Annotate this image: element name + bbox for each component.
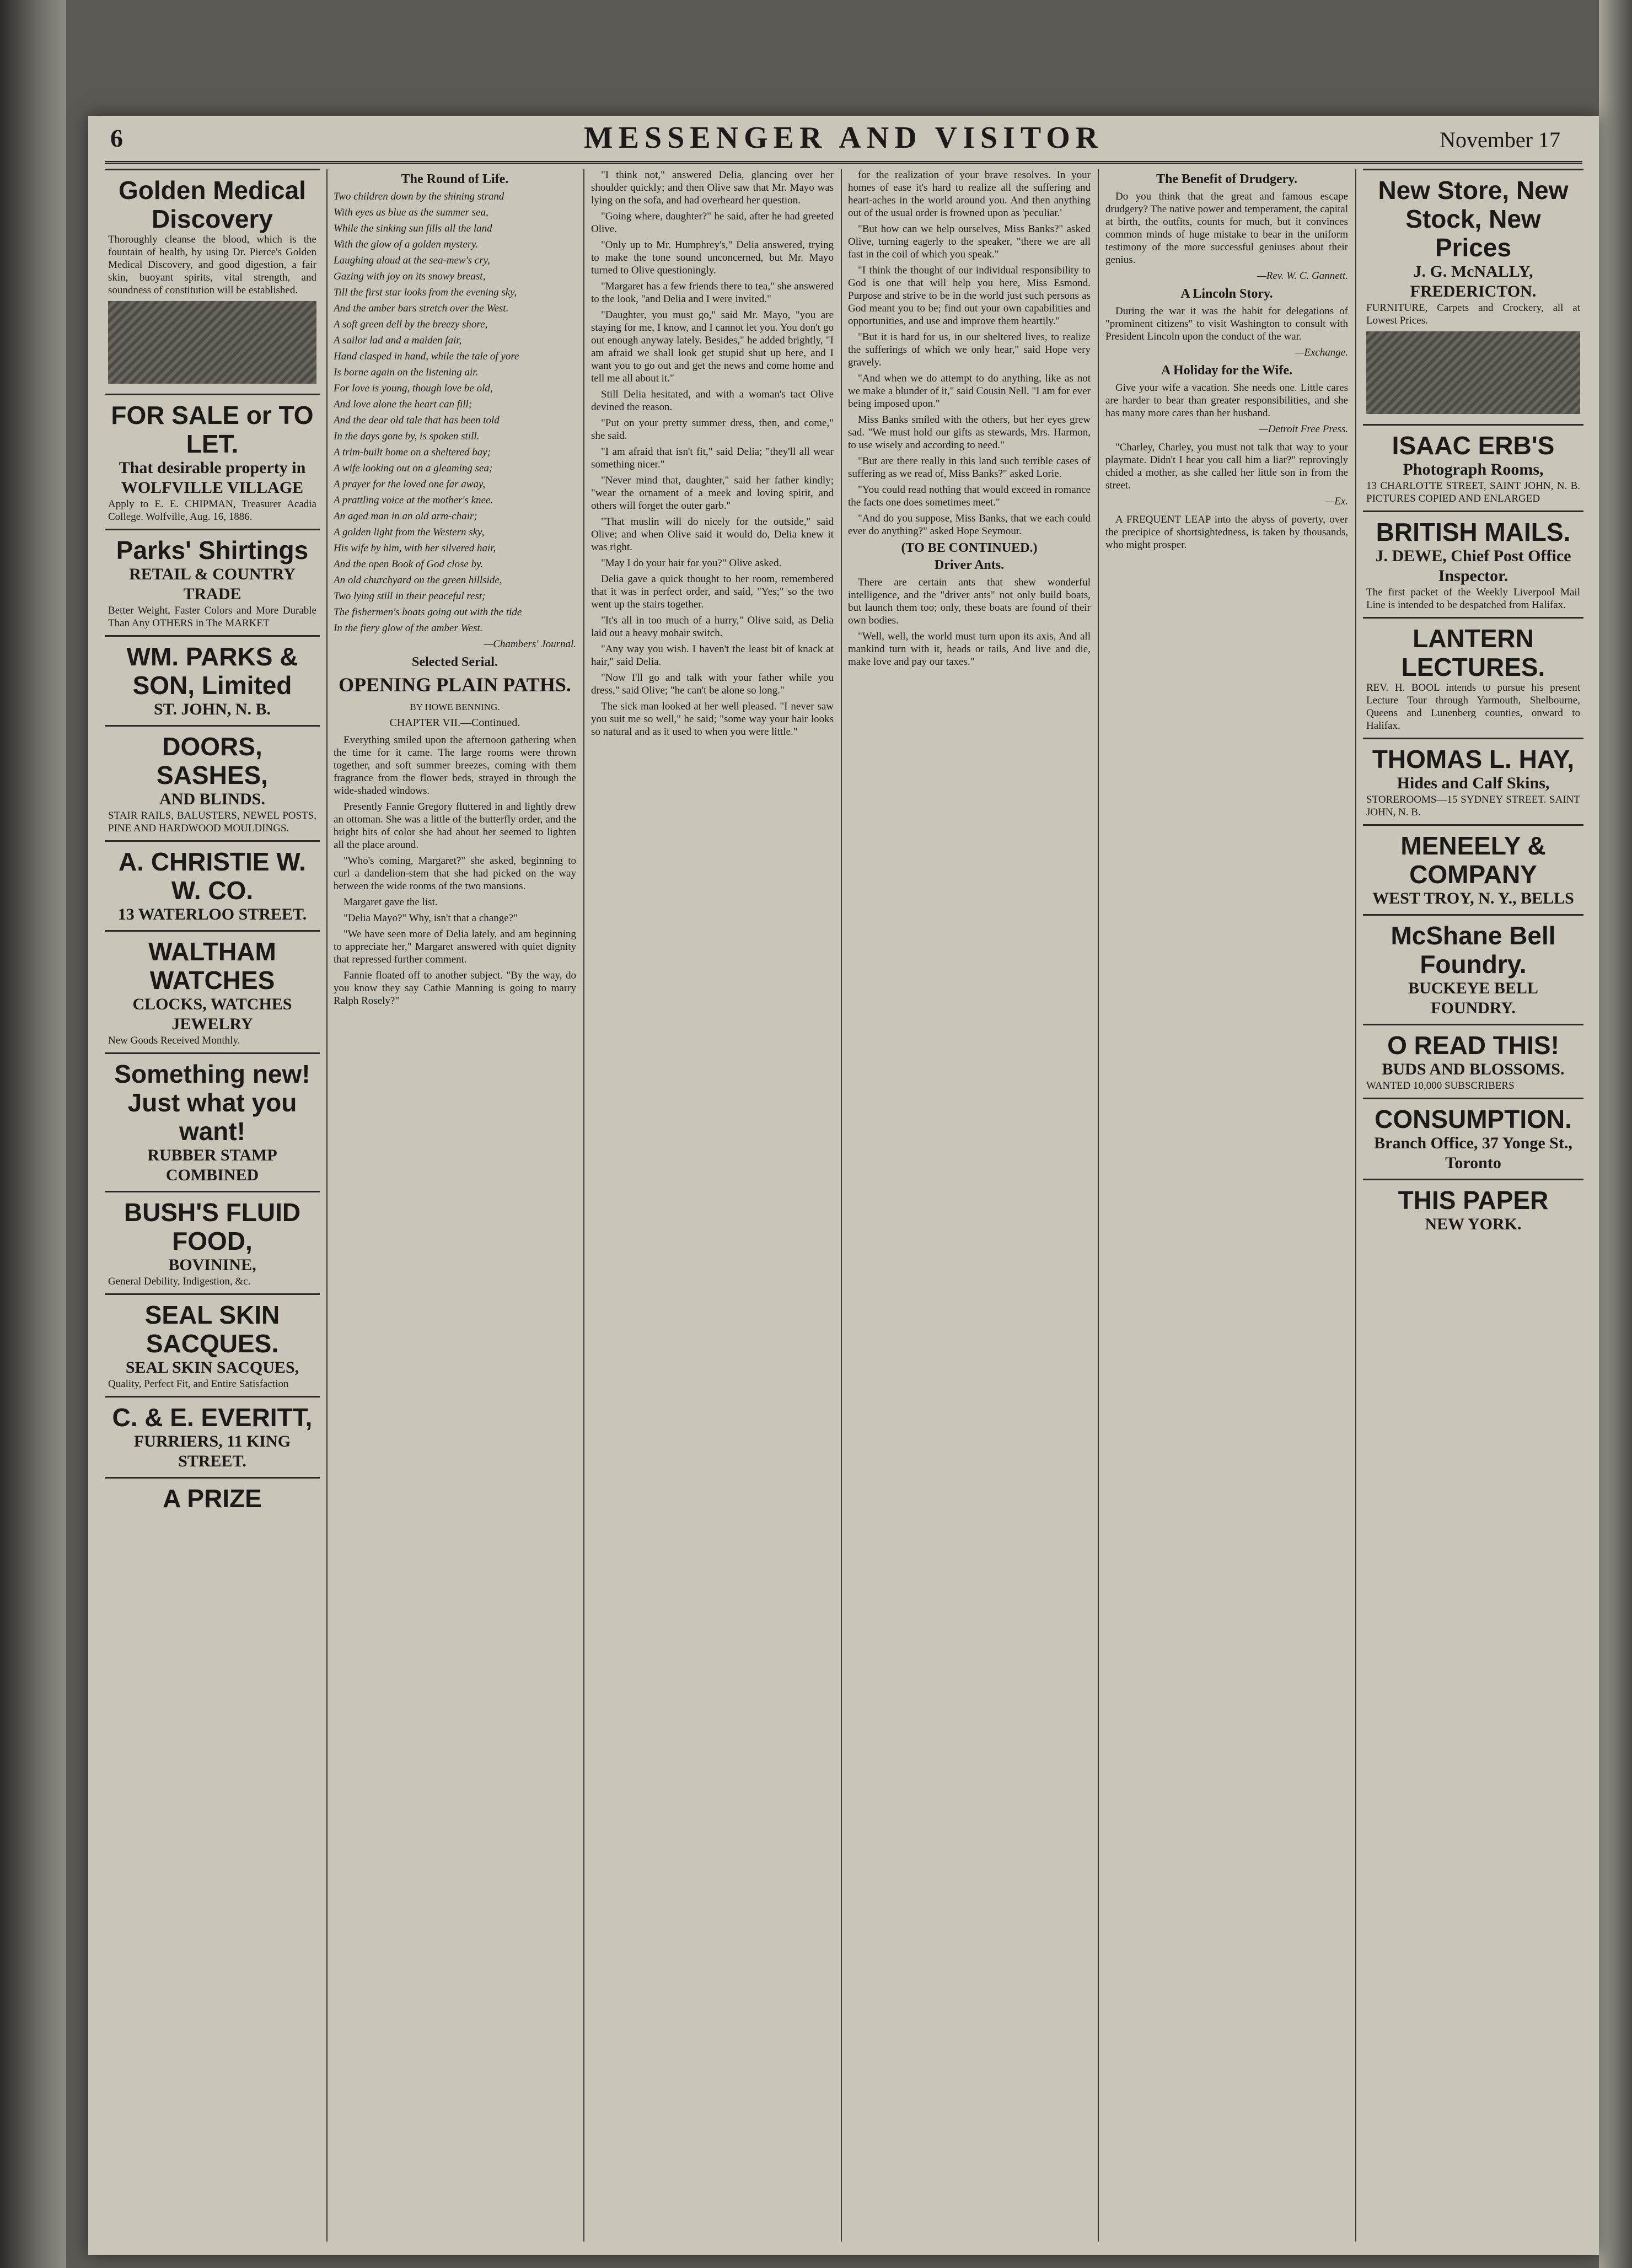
ad-text: New Goods Received Monthly. <box>108 1035 240 1046</box>
ad-subtitle: BUDS AND BLOSSOMS. <box>1382 1060 1565 1078</box>
paragraph: "But how can we help ourselves, Miss Banks?" asked Olive, turning eagerly to the speaker, "there we are all fast in the coil of which you speak." <box>848 223 1091 260</box>
ad-title: A PRIZE <box>163 1484 262 1513</box>
ad-block <box>105 394 320 529</box>
paragraph: "Charley, Charley, you must not talk that way to your playmate. Didn't I hear you call him a liar?" reprovingly chided a mother, as she called her little son in from the street. <box>1105 442 1348 491</box>
ad-text: Quality, Perfect Fit, and Entire Satisfaction <box>108 1378 289 1390</box>
paragraph: During the war it was the habit for delegations of "prominent citizens" to visit Washington to consult with President Lincoln upon the conduct of the war. <box>1105 305 1348 342</box>
serial-text <box>334 734 576 1007</box>
poem-line: In the days gone by, is spoken still. <box>334 431 480 442</box>
poem-line: A wife looking out on a gleaming sea; <box>334 463 493 474</box>
ad-text: FURNITURE, Carpets and Crockery, all at Lowest Prices. <box>1366 302 1580 326</box>
paragraph: "You could read nothing that would exceed in romance the facts one does sometimes meet." <box>848 484 1091 508</box>
section-signature: —Detroit Free Press. <box>1258 423 1348 435</box>
ad-subtitle: WEST TROY, N. Y., BELLS <box>1372 889 1574 907</box>
paragraph: "May I do your hair for you?" Olive asked. <box>601 557 782 569</box>
masthead: MESSENGER AND VISITOR <box>583 121 1104 155</box>
ad-block <box>105 725 320 840</box>
ad-title: WM. PARKS & SON, Limited <box>126 642 298 700</box>
ad-title: C. & E. EVERITT, <box>112 1403 313 1432</box>
section-title: The Benefit of Drudgery. <box>1156 172 1297 186</box>
serial-label: Selected Serial. <box>412 655 498 669</box>
poem-line: With the glow of a golden mystery. <box>334 239 479 250</box>
serial-title: OPENING PLAIN PATHS. <box>339 674 571 696</box>
paragraph: "Now I'll go and talk with your father while you dress," said Olive; "he can't be alone so long." <box>591 672 834 696</box>
column-ads-right <box>1363 169 1583 2242</box>
ad-title: Golden Medical Discovery <box>119 176 306 233</box>
section-signature: —Ex. <box>1325 496 1348 507</box>
ad-title: Something new! Just what you want! <box>114 1060 310 1146</box>
poem-line: And the amber bars stretch over the West. <box>334 303 509 314</box>
paragraph: "I think not," answered Delia, glancing over her shoulder quickly; and then Olive saw that Mr. Mayo was lying on the sofa, and had overheard her question. <box>591 169 834 206</box>
ad-subtitle: RETAIL & COUNTRY TRADE <box>129 565 296 603</box>
ad-block <box>105 1293 320 1396</box>
ad-title: MENEELY & COMPANY <box>1400 831 1546 889</box>
serial-chapter: CHAPTER VII.—Continued. <box>389 717 520 729</box>
ad-text: Better Weight, Faster Colors and More Durable Than Any OTHERS in The MARKET <box>108 605 316 629</box>
poem-line: A golden light from the Western sky, <box>334 526 485 538</box>
ad-title: DOORS, SASHES, <box>157 732 268 789</box>
paragraph: "But it is hard for us, in our sheltered lives, to realize the sufferings of which we only hear," said Hope very gravely. <box>848 331 1091 368</box>
paragraph: Give your wife a vacation. She needs one. Little cares are harder to bear than greater responsibilities, and she has many more cares than her husband. <box>1105 382 1348 419</box>
paragraph: "But are there really in this land such terrible cases of suffering as we read of, Miss Banks?" asked Lorie. <box>848 455 1091 480</box>
ad-title: CONSUMPTION. <box>1375 1105 1572 1133</box>
ad-block <box>105 1396 320 1477</box>
poem-line: A prattling voice at the mother's knee. <box>334 495 493 506</box>
poem-line: With eyes as blue as the summer sea, <box>334 207 488 218</box>
header-rule <box>105 161 1582 164</box>
ad-subtitle: BOVININE, <box>168 1256 256 1274</box>
column-essays <box>1105 169 1348 2242</box>
paragraph: "And do you suppose, Miss Banks, that we each could ever do anything?" asked Hope Seymour. <box>848 513 1091 537</box>
paragraph: "Who's coming, Margaret?" she asked, beginning to curl a dandelion-stem that she had picked on the way between the wide rooms of the two mansions. <box>334 855 576 892</box>
ad-block <box>105 169 320 394</box>
poem-line: A prayer for the loved one far away, <box>334 479 486 490</box>
ad-title: A. CHRISTIE W. W. CO. <box>119 847 306 905</box>
poem-line: An old churchyard on the green hillside, <box>334 574 502 586</box>
ad-subtitle: FURRIERS, 11 KING STREET. <box>133 1432 291 1470</box>
paragraph: "Well, well, the world must turn upon its axis, And all mankind turn with it, heads or tails, And live and die, make love and pay our taxes." <box>848 631 1091 668</box>
paragraph: "Only up to Mr. Humphrey's," Delia answered, trying to make the tone sound unconcerned, but Mr. Mayo turned to Olive questioningly. <box>591 239 834 276</box>
paragraph: "I am afraid that isn't fit," said Delia; "they'll all wear something nicer." <box>591 446 834 470</box>
paragraph: Do you think that the great and famous escape drudgery? The native power and temperament, the capital at birth, the outfits, counts for much, but it convinces common minds of huge mistake to bear in the uniform testimony of the more successful geniuses about their genius. <box>1105 191 1348 266</box>
paragraph: "Put on your pretty summer dress, then, and come," she said. <box>591 417 834 442</box>
column-serial-continued <box>591 169 834 2242</box>
ad-block <box>105 1191 320 1293</box>
poem-line: Two children down by the shining strand <box>334 191 504 202</box>
column-rule <box>841 169 842 2242</box>
paragraph: Presently Fannie Gregory fluttered in and lightly drew an ottoman. She was a little of the butterfly order, and the bright bits of color she had about her seemed to lighten all the place around. <box>334 801 576 851</box>
paragraph: Still Delia hesitated, and with a woman's tact Olive devined the reason. <box>591 389 834 413</box>
column-rule <box>326 169 328 2242</box>
poem-line: Gazing with joy on its snowy breast, <box>334 271 486 282</box>
poem-line: Two lying still in their peaceful rest; <box>334 590 486 602</box>
poem-line: A sailor lad and a maiden fair, <box>334 335 462 346</box>
ad-block <box>1363 1098 1583 1179</box>
poem-line: A trim-built home on a sheltered bay; <box>334 447 491 458</box>
book-binding-left <box>0 0 66 2268</box>
ad-subtitle: CLOCKS, WATCHES JEWELRY <box>132 995 292 1033</box>
poem-line: Hand clasped in hand, while the tale of yore <box>334 351 519 362</box>
column-ads-left <box>105 169 320 2242</box>
poem-source: —Chambers' Journal. <box>484 638 576 650</box>
ad-block <box>1363 617 1583 738</box>
book-binding-right <box>1599 0 1632 2268</box>
ad-title: FOR SALE or TO LET. <box>111 401 314 458</box>
paragraph: The sick man looked at her well pleased. "I never saw you suit me so well," he said; "some way your hair looks so natural and as it used to when you were little." <box>591 701 834 738</box>
ad-title: THIS PAPER <box>1398 1186 1549 1214</box>
ad-block <box>105 1052 320 1191</box>
ad-text: WANTED 10,000 SUBSCRIBERS <box>1366 1080 1515 1092</box>
ad-block <box>1363 738 1583 824</box>
section-title: A Lincoln Story. <box>1180 287 1273 301</box>
section-heading: Driver Ants. <box>934 558 1005 572</box>
ad-text: STOREROOMS—15 SYDNEY STREET. SAINT JOHN, N. B. <box>1366 794 1580 818</box>
ad-block <box>1363 824 1583 914</box>
poem-line: And the dear old tale that has been told <box>334 415 500 426</box>
section-heading: (TO BE CONTINUED.) <box>901 541 1038 555</box>
ad-subtitle: J. G. McNALLY, FREDERICTON. <box>1410 262 1537 300</box>
ad-illustration <box>1366 331 1580 414</box>
ad-block <box>105 1477 320 1518</box>
ad-text: 13 CHARLOTTE STREET, SAINT JOHN, N. B. PICTURES COPIED AND ENLARGED <box>1366 480 1580 504</box>
column-serial-ants <box>848 169 1091 2242</box>
ad-block <box>1363 424 1583 510</box>
ad-title: THOMAS L. HAY, <box>1372 745 1575 773</box>
ad-block <box>105 635 320 725</box>
paragraph: "I think the thought of our individual responsibility to God is one that will help you here, Miss Esmond. Purpose and strive to be in the world just such persons as God meant you to be; find out your own capabilities and opportunities, and use and improve them heartily." <box>848 265 1091 327</box>
ad-subtitle: AND BLINDS. <box>159 790 265 808</box>
paragraph: A FREQUENT LEAP into the abyss of poverty, over the precipice of shortsightedness, is taken by thousands, who might prosper. <box>1105 514 1348 551</box>
paragraph: "Margaret has a few friends there to tea," she answered to the look, "and Delia and I were invited." <box>591 281 834 305</box>
ad-block <box>105 930 320 1052</box>
poem-line: The fishermen's boats going out with the tide <box>334 606 522 618</box>
ad-block <box>105 840 320 930</box>
paragraph: for the realization of your brave resolves. In your homes of ease it's hard to realize all the suffering and heart-aches in the world around you. And then anything out of the usual order is frowned upon as 'peculiar.' <box>848 169 1091 219</box>
ad-title: ISAAC ERB'S <box>1392 431 1555 460</box>
paragraph: "And when we do attempt to do anything, like as not we make a blunder of it," said Cousin Nell. "I am for ever being imposed upon." <box>848 373 1091 410</box>
paragraph: Margaret gave the list. <box>343 896 438 908</box>
section-title: A Holiday for the Wife. <box>1161 363 1292 378</box>
ad-title: WALTHAM WATCHES <box>148 937 276 995</box>
ad-text: Apply to E. E. CHIPMAN, Treasurer Acadia College. Wolfville, Aug. 16, 1886. <box>108 498 316 523</box>
ad-subtitle: SEAL SKIN SACQUES, <box>125 1358 299 1377</box>
ad-text: General Debility, Indigestion, &c. <box>108 1276 251 1287</box>
ad-text: Thoroughly cleanse the blood, which is the fountain of health, by using Dr. Pierce's Golden Medical Discovery, and good digestion, a fair skin, buoyant spirits, vital strength, and soundness of constitution will be established. <box>108 234 316 296</box>
poem-line: Laughing aloud at the sea-mew's cry, <box>334 255 490 266</box>
paragraph: There are certain ants that shew wonderful intelligence, and the "driver ants" not only build boats, but launch them too; only, these boats are found of their own bodies. <box>848 577 1091 626</box>
page-number: 6 <box>110 124 123 152</box>
paragraph: "It's all in too much of a hurry," Olive said, as Delia laid out a heavy mohair switch. <box>591 615 834 639</box>
poem-title: The Round of Life. <box>401 172 509 186</box>
ad-illustration <box>108 301 316 384</box>
ad-subtitle: Branch Office, 37 Yonge St., Toronto <box>1374 1134 1572 1172</box>
ad-subtitle: BUCKEYE BELL FOUNDRY. <box>1408 979 1538 1017</box>
section-signature: —Rev. W. C. Gannett. <box>1257 270 1348 282</box>
poem-line: His wife by him, with her silvered hair, <box>334 542 496 554</box>
paragraph: Miss Banks smiled with the others, but her eyes grew sad. "We must hold our gifts as stewards, Mrs. Harmon, to use wisely and according to need." <box>848 414 1091 451</box>
issue-date: November 17 <box>1440 127 1560 152</box>
paragraph: "That muslin will do nicely for the outside," said Olive; and when Olive said it would do, Delia knew it was right. <box>591 516 834 553</box>
ad-subtitle: Hides and Calf Skins, <box>1397 774 1550 792</box>
paragraph: "Going where, daughter?" he said, after he had greeted Olive. <box>591 211 834 235</box>
ad-title: McShane Bell Foundry. <box>1391 921 1556 979</box>
paragraph: "Never mind that, daughter," said her father kindly; "wear the ornament of a meek and loving spirit, and others will forget the outer garb." <box>591 475 834 512</box>
ad-subtitle: ST. JOHN, N. B. <box>154 700 271 718</box>
ad-block <box>1363 1179 1583 1240</box>
column-rule <box>583 169 584 2242</box>
ad-subtitle: J. DEWE, Chief Post Office Inspector. <box>1375 547 1571 585</box>
poem-line: And the open Book of God close by. <box>334 558 484 570</box>
paragraph: Delia gave a quick thought to her room, remembered that it was in perfect order, and said, "Yes;" so the two went up the stairs together. <box>591 573 834 610</box>
poem-line: An aged man in an old arm-chair; <box>334 510 477 522</box>
poem-line: While the sinking sun fills all the land <box>334 223 492 234</box>
paragraph: Everything smiled upon the afternoon gathering when the time for it came. The large rooms were thrown together, and soft summer breezes, coming with them fragrance from the flower beds, strayed in through the wide-shaded windows. <box>334 734 576 797</box>
ad-title: O READ THIS! <box>1387 1031 1559 1060</box>
poem-line: And love alone the heart can fill; <box>334 399 473 410</box>
paragraph: Fannie floated off to another subject. "By the way, do you know they say Cathie Manning is going to marry Ralph Rosely?" <box>334 970 576 1007</box>
poem-line: Is borne again on the listening air. <box>334 367 479 378</box>
ad-title: New Store, New Stock, New Prices <box>1378 176 1569 262</box>
section-signature: —Exchange. <box>1295 347 1348 358</box>
paragraph: "We have seen more of Delia lately, and am beginning to appreciate her," Margaret answered with quiet dignity that repressed further comment. <box>334 928 576 965</box>
ad-text: STAIR RAILS, BALUSTERS, NEWEL POSTS, PINE AND HARDWOOD MOULDINGS. <box>108 810 316 834</box>
serial-byline: BY HOWE BENNING. <box>410 702 500 712</box>
ad-block <box>1363 1024 1583 1098</box>
ad-subtitle: That desirable property in WOLFVILLE VILLAGE <box>119 459 306 497</box>
column-rule <box>1355 169 1356 2242</box>
paragraph: "Delia Mayo?" Why, isn't that a change?" <box>343 912 518 924</box>
ad-text: The first packet of the Weekly Liverpool Mail Line is intended to be despatched from Halifax. <box>1366 587 1580 611</box>
newspaper-page <box>88 116 1599 2255</box>
poem-line: Till the first star looks from the evening sky, <box>334 287 517 298</box>
paragraph: "Daughter, you must go," said Mr. Mayo, "you are staying for me, I know, and I cannot let you. You don't go out enough anyway lately. Besides," he added brightly, "I am afraid we shall look get stupid shut up here, and I want you to go out and get the news and come home and tell me all about it." <box>591 309 834 384</box>
ad-block <box>105 529 320 635</box>
ad-block <box>1363 510 1583 617</box>
ad-subtitle: RUBBER STAMP COMBINED <box>147 1146 277 1184</box>
ad-subtitle: 13 WATERLOO STREET. <box>117 905 307 923</box>
ad-subtitle: Photograph Rooms, <box>1403 460 1544 479</box>
poem-line: In the fiery glow of the amber West. <box>334 622 483 634</box>
ad-text: REV. H. BOOL intends to pursue his present Lecture Tour through Yarmouth, Shelbourne, Queens and Lunenberg counties, onward to Halifax. <box>1366 682 1580 732</box>
column-poem-serial <box>334 169 576 2242</box>
ad-title: LANTERN LECTURES. <box>1401 624 1545 681</box>
poem-line: For love is young, though love be old, <box>334 383 493 394</box>
ad-block <box>1363 169 1583 424</box>
column-rule <box>1098 169 1099 2242</box>
ad-title: BRITISH MAILS. <box>1376 518 1571 546</box>
ad-subtitle: NEW YORK. <box>1425 1215 1522 1233</box>
poem-line: A soft green dell by the breezy shore, <box>334 319 488 330</box>
ad-title: Parks' Shirtings <box>116 536 309 565</box>
ad-block <box>1363 914 1583 1024</box>
ad-title: BUSH'S FLUID FOOD, <box>124 1198 301 1255</box>
page-header <box>88 116 1599 160</box>
poem <box>334 190 576 635</box>
paragraph: "Any way you wish. I haven't the least bit of knack at hair," said Delia. <box>591 643 834 668</box>
ad-title: SEAL SKIN SACQUES. <box>144 1300 280 1358</box>
